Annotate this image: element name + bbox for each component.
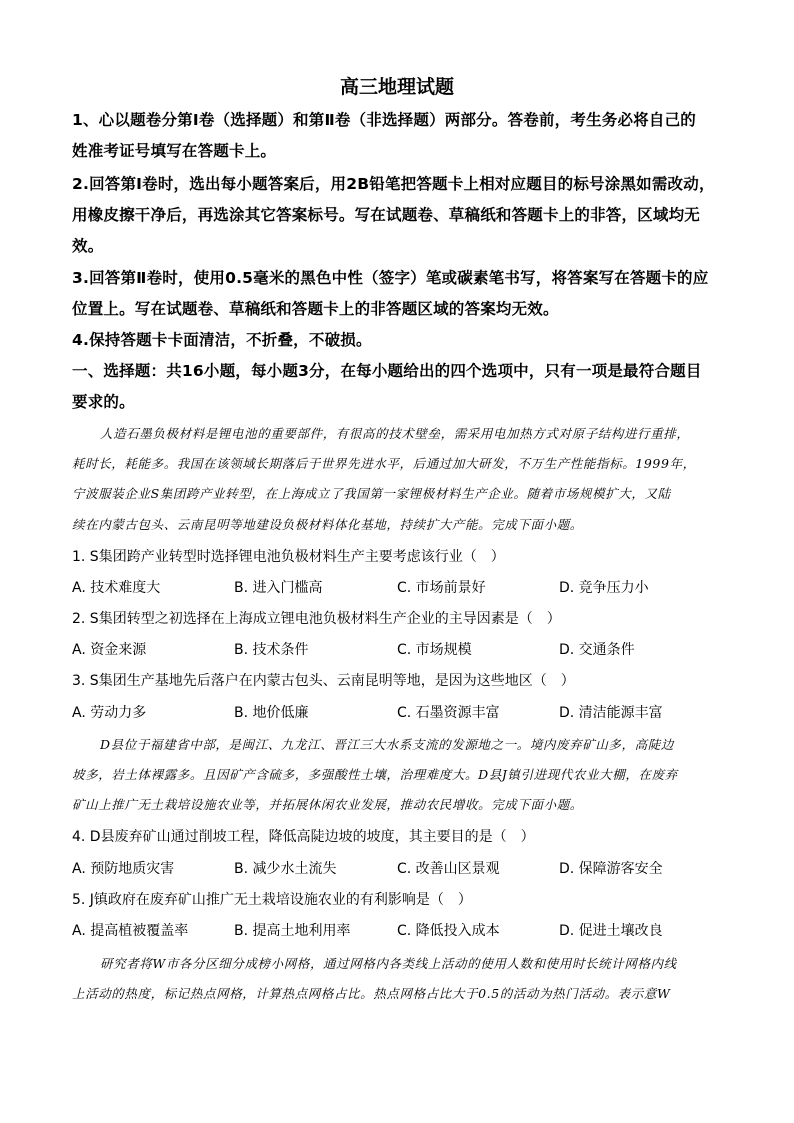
instruction-line: 1、心以题卷分第Ⅰ卷（选择题）和第Ⅱ卷（非选择题）两部分。答卷前，考生务必将自己的 — [72, 111, 696, 129]
option-d: D. 交通条件 — [559, 642, 635, 658]
option-d: D. 清洁能源丰富 — [559, 705, 663, 721]
instruction-line: 用橡皮擦干净后，再选涂其它答案标号。写在试题卷、草稿纸和答题卡上的非答，区域均无 — [72, 206, 701, 224]
option-a: A. 提高植被覆盖率 — [72, 923, 189, 939]
passage-line: 矿山上推广无土栽培设施农业等，并拓展休闲农业发展，推动农民增收。完成下面小题。 — [72, 797, 583, 812]
option-c: C. 石墨资源丰富 — [397, 705, 500, 721]
section-heading: 一、选择题：共16小题，每小题3分，在每小题给出的四个选项中，只有一项是最符合题目 — [72, 362, 702, 380]
question-stem: 4. D县废弃矿山通过削坡工程，降低高陡边坡的坡度，其主要目的是（ ） — [72, 829, 535, 845]
instruction-line: 4.保持答题卡卡面清洁，不折叠，不破损。 — [72, 331, 372, 349]
passage-line: 坡多，岩土体裸露多。且因矿产含硫多，多强酸性土壤，治理难度大。D县J镇引进现代农业大棚，在废弃 — [72, 767, 678, 782]
option-c: C. 降低投入成本 — [397, 923, 500, 939]
option-c: C. 市场前景好 — [397, 580, 486, 596]
passage-line: 耗时长，耗能多。我国在该领域长期落后于世界先进水平，后通过加大研发，不万生产性能指标。1999年， — [72, 456, 696, 471]
question-stem: 3. S集团生产基地先后落户在内蒙古包头、云南昆明等地，是因为这些地区（ ） — [72, 673, 575, 689]
instruction-line: 效。 — [72, 237, 104, 255]
option-b: B. 提高土地利用率 — [234, 923, 351, 939]
instruction-line: 2.回答第Ⅰ卷时，选出每小题答案后，用2B铅笔把答题卡上相对应题目的标号涂黑如需改动， — [72, 175, 715, 193]
section-heading: 要求的。 — [72, 393, 135, 411]
option-d: D. 促进土壤改良 — [559, 923, 663, 939]
option-c: C. 市场规模 — [397, 642, 472, 658]
option-a: A. 预防地质灾害 — [72, 861, 175, 877]
option-a: A. 技术难度大 — [72, 580, 161, 596]
passage-line: 上活动的热度，标记热点网格，计算热点网格占比。热点网格占比大于0.5的活动为热门活动。表示意W — [72, 986, 671, 1001]
question-stem: 2. S集团转型之初选择在上海成立锂电池负极材料生产企业的主导因素是（ ） — [72, 611, 561, 627]
option-b: B. 技术条件 — [234, 642, 309, 658]
option-d: D. 保障游客安全 — [559, 861, 663, 877]
option-b: B. 进入门槛高 — [234, 580, 323, 596]
option-a: A. 劳动力多 — [72, 705, 147, 721]
instruction-line: 姓准考证号填写在答题卡上。 — [72, 142, 277, 160]
question-stem: 1. S集团跨产业转型时选择锂电池负极材料生产主要考虑该行业（ ） — [72, 549, 505, 565]
instruction-line: 3.回答第Ⅱ卷时，使用0.5毫米的黑色中性（签字）笔或碳素笔书写，将答案写在答题卡的应 — [72, 269, 709, 287]
passage-line: 续在内蒙古包头、云南昆明等地建设负极材料体化基地，持续扩大产能。完成下面小题。 — [72, 517, 583, 532]
option-d: D. 竞争压力小 — [559, 580, 649, 596]
passage-line: 研究者将W市各分区细分成榜小网格，通过网格内各类线上活动的使用人数和使用时长统计网格内线 — [100, 956, 677, 971]
option-c: C. 改善山区景观 — [397, 861, 500, 877]
question-stem: 5. J镇政府在废弃矿山推广无土栽培设施农业的有利影响是（ ） — [72, 892, 472, 908]
option-b: B. 减少水土流失 — [234, 861, 337, 877]
instruction-line: 位置上。写在试题卷、草稿纸和答题卡上的非答题区域的答案均无效。 — [72, 300, 559, 318]
option-a: A. 资金来源 — [72, 642, 147, 658]
passage-line: 人造石墨负极材料是锂电池的重要部件，有很高的技术壁垒，需采用电加热方式对原子结构进行重排， — [100, 426, 690, 441]
passage-line: D县位于福建省中部，是闽江、九龙江、晋江三大水系支流的发源地之一。境内废弃矿山多，高陡边 — [100, 737, 674, 752]
passage-line: 宁波服装企业S集团跨产业转型，在上海成立了我国第一家锂极材料生产企业。随着市场规模扩大，又陆 — [72, 486, 671, 501]
option-b: B. 地价低廉 — [234, 705, 309, 721]
page-title: 高三地理试题 — [339, 76, 454, 98]
